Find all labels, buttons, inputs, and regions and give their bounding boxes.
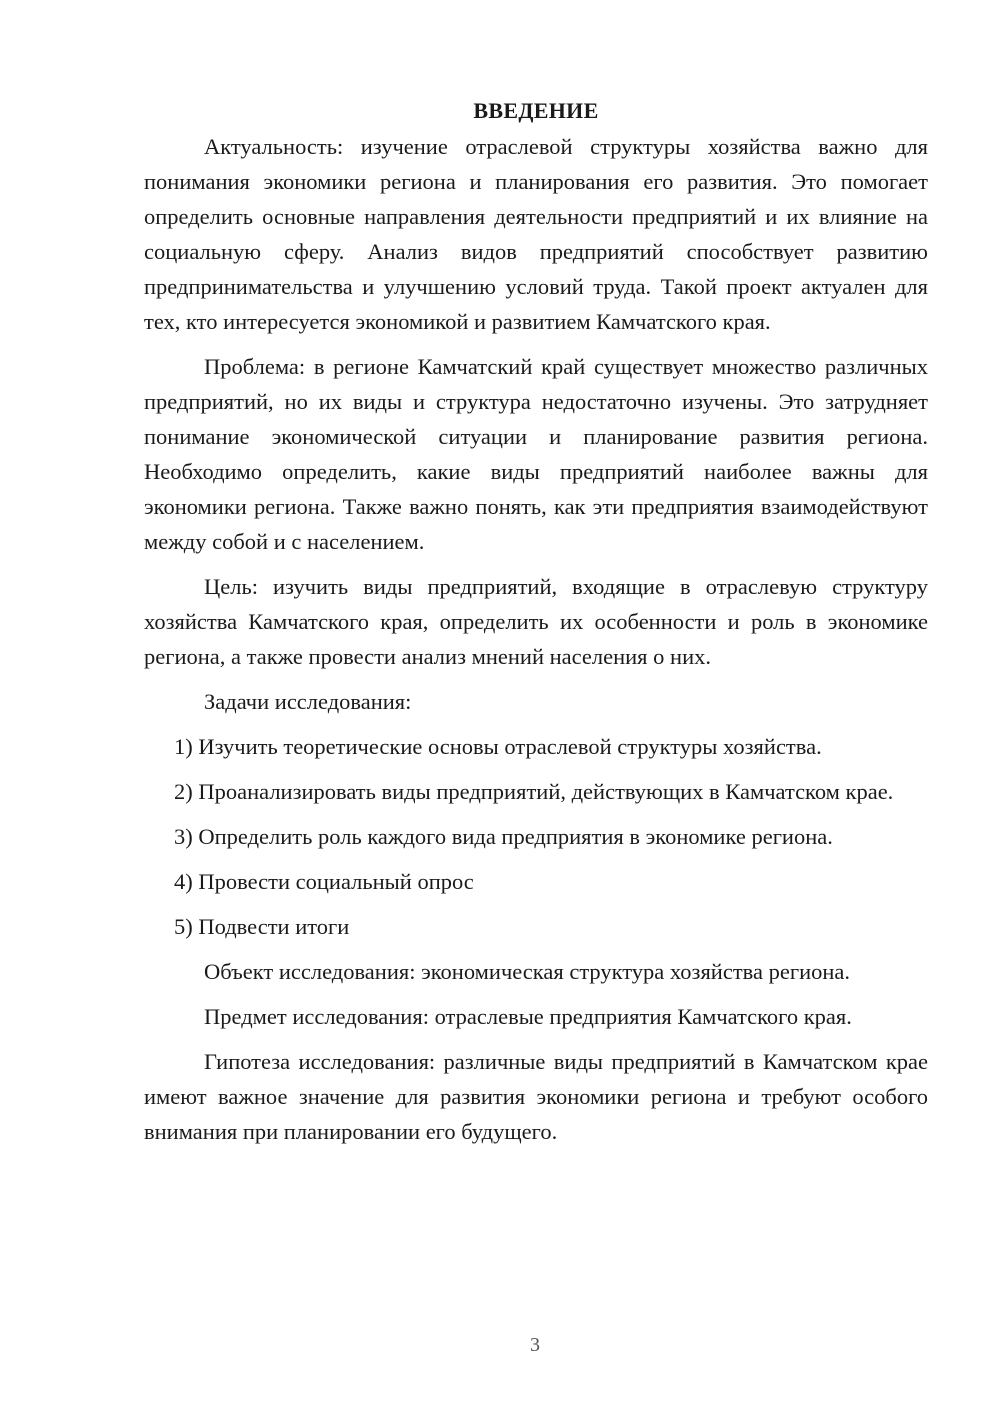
object-paragraph: Объект исследования: экономическая структура хозяйства региона.	[204, 959, 851, 984]
task-item-4: 4) Провести социальный опрос	[174, 869, 474, 894]
subject-paragraph: Предмет исследования: отраслевые предприятия Камчатского края.	[204, 1004, 852, 1029]
section-title: ВВЕДЕНИЕ	[473, 98, 599, 123]
hypothesis-paragraph: Гипотеза исследования: различные виды предприятий в Камчатском крае имеют важное значение для развития экономики региона и требуют особого внимания при планировании его будущего.	[144, 1049, 928, 1144]
tasks-heading: Задачи исследования:	[204, 689, 412, 714]
page-number: 3	[530, 1334, 540, 1356]
problem-paragraph: Проблема: в регионе Камчатский край существует множество различных предприятий, но их виды и структура недостаточно изучены. Это затрудняет понимание экономической ситуации и планирование развития региона. Необходимо определить, какие виды предприятий наиболее важны для экономики региона. Также важно понять, как эти предприятия взаимодействуют между собой и с населением.	[144, 354, 928, 554]
task-item-1: 1) Изучить теоретические основы отраслевой структуры хозяйства.	[174, 734, 822, 759]
relevance-paragraph: Актуальность: изучение отраслевой структуры хозяйства важно для понимания экономики региона и планирования его развития. Это помогает определить основные направления деятельности предприятий и их влияние на социальную сферу. Анализ видов предприятий способствует развитию предпринимательства и улучшению условий труда. Такой проект актуален для тех, кто интересуется экономикой и развитием Камчатского края.	[144, 134, 928, 334]
task-item-5: 5) Подвести итоги	[174, 914, 350, 939]
goal-paragraph: Цель: изучить виды предприятий, входящие в отраслевую структуру хозяйства Камчатского края, определить их особенности и роль в экономике региона, а также провести анализ мнений населения о них.	[144, 574, 928, 669]
task-item-3: 3) Определить роль каждого вида предприятия в экономике региона.	[174, 824, 833, 849]
document-body	[144, 93, 928, 1159]
task-item-2: 2) Проанализировать виды предприятий, действующих в Камчатском крае.	[174, 779, 894, 804]
